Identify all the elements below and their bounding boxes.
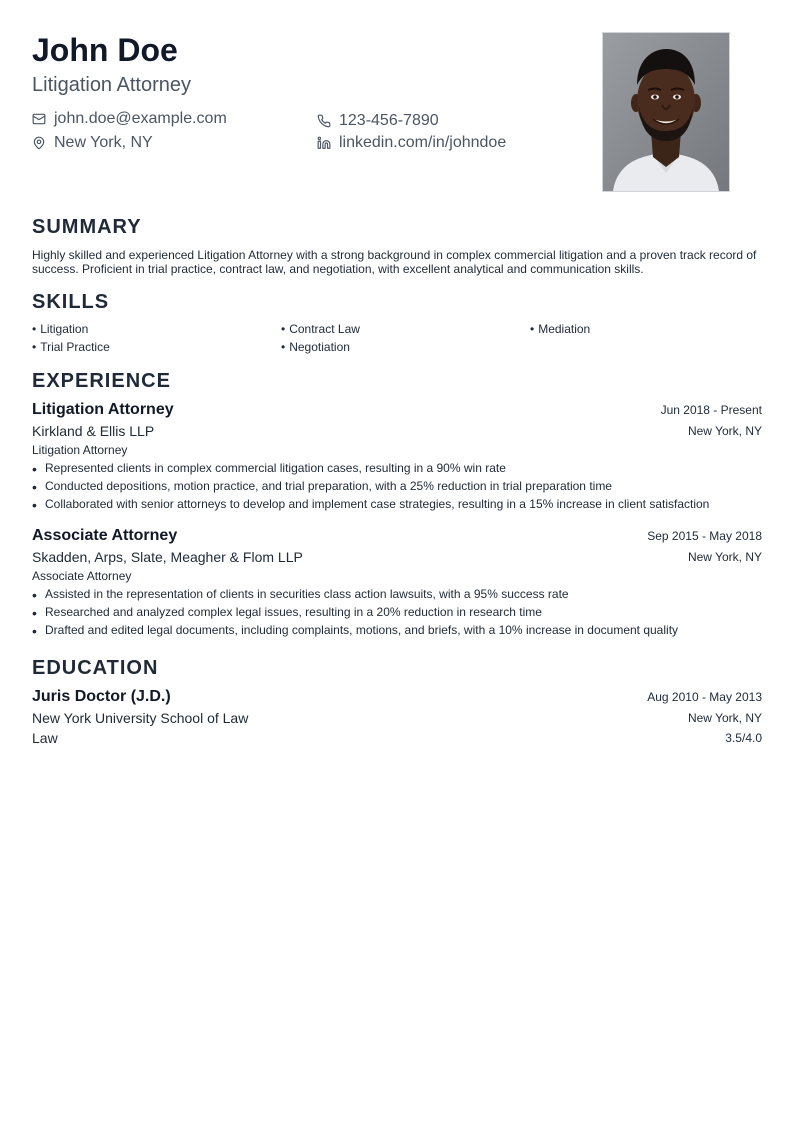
list-item: • Drafted and edited legal documents, including complaints, motions, and briefs, with a 10% increase in document quality xyxy=(32,623,768,641)
list-item: • Researched and analyzed complex legal issues, resulting in a 20% reduction in research time xyxy=(32,605,768,623)
phone-text: 123-456-7890 xyxy=(339,112,439,129)
job-company: Kirkland & Ellis LLP xyxy=(32,423,155,439)
skill-item: • Negotiation xyxy=(281,340,350,354)
profile-photo xyxy=(602,32,730,192)
job-location: New York, NY xyxy=(687,424,762,438)
linkedin-text: linkedin.com/in/johndoe xyxy=(339,134,507,151)
job-role: Litigation Attorney xyxy=(32,443,128,457)
education-field: Law xyxy=(32,730,58,746)
job-bullets xyxy=(32,587,768,641)
job-company: Skadden, Arps, Slate, Meagher & Flom LLP xyxy=(32,549,303,565)
job-location: New York, NY xyxy=(687,550,762,564)
education-school: New York University School of Law xyxy=(32,710,249,726)
education-degree: Juris Doctor (J.D.) xyxy=(32,688,171,705)
list-item: • Conducted depositions, motion practice, and trial preparation, with a 25% reduction in trial preparation time xyxy=(32,479,768,497)
education-gpa: 3.5/4.0 xyxy=(725,731,762,745)
experience-heading: EXPERIENCE xyxy=(32,370,171,392)
skills-heading: SKILLS xyxy=(32,291,110,313)
job-bullets xyxy=(32,461,768,515)
job-dates: Jun 2018 - Present xyxy=(660,403,762,417)
education-heading: EDUCATION xyxy=(32,657,159,679)
candidate-title: Litigation Attorney xyxy=(32,74,191,96)
job-dates: Sep 2015 - May 2018 xyxy=(647,529,762,543)
job-position: Associate Attorney xyxy=(32,527,178,544)
contact-email[interactable] xyxy=(32,109,227,129)
contact-phone[interactable] xyxy=(317,111,439,131)
summary-heading: SUMMARY xyxy=(32,216,142,238)
phone-icon xyxy=(317,114,331,128)
list-item: • Assisted in the representation of clients in securities class action lawsuits, with a 95% success rate xyxy=(32,587,768,605)
skill-item: • Mediation xyxy=(530,322,590,336)
skill-item: • Contract Law xyxy=(281,322,360,336)
education-dates: Aug 2010 - May 2013 xyxy=(647,690,762,704)
linkedin-icon xyxy=(317,136,331,150)
job-position: Litigation Attorney xyxy=(32,401,174,418)
mail-icon xyxy=(32,112,46,126)
list-item: • Collaborated with senior attorneys to develop and implement case strategies, resulting in a 15% increase in client satisfaction xyxy=(32,497,768,515)
candidate-name: John Doe xyxy=(32,32,178,68)
summary-text: Highly skilled and experienced Litigation Attorney with a strong background in complex commercial litigation and a proven track record of success. Proficient in trial practice, contract law, and negotiation, with excellent analytical and communication skills. xyxy=(32,248,757,276)
location-text: New York, NY xyxy=(54,134,153,151)
portrait-illustration xyxy=(603,33,729,191)
contact-location xyxy=(32,133,153,153)
job-role: Associate Attorney xyxy=(32,569,132,583)
skill-item: • Litigation xyxy=(32,322,88,336)
education-location: New York, NY xyxy=(687,711,762,725)
email-text: john.doe@example.com xyxy=(54,110,227,127)
contact-linkedin[interactable] xyxy=(317,133,506,153)
skill-item: • Trial Practice xyxy=(32,340,110,354)
list-item: • Represented clients in complex commercial litigation cases, resulting in a 90% win rate xyxy=(32,461,768,479)
map-pin-icon xyxy=(32,136,46,150)
